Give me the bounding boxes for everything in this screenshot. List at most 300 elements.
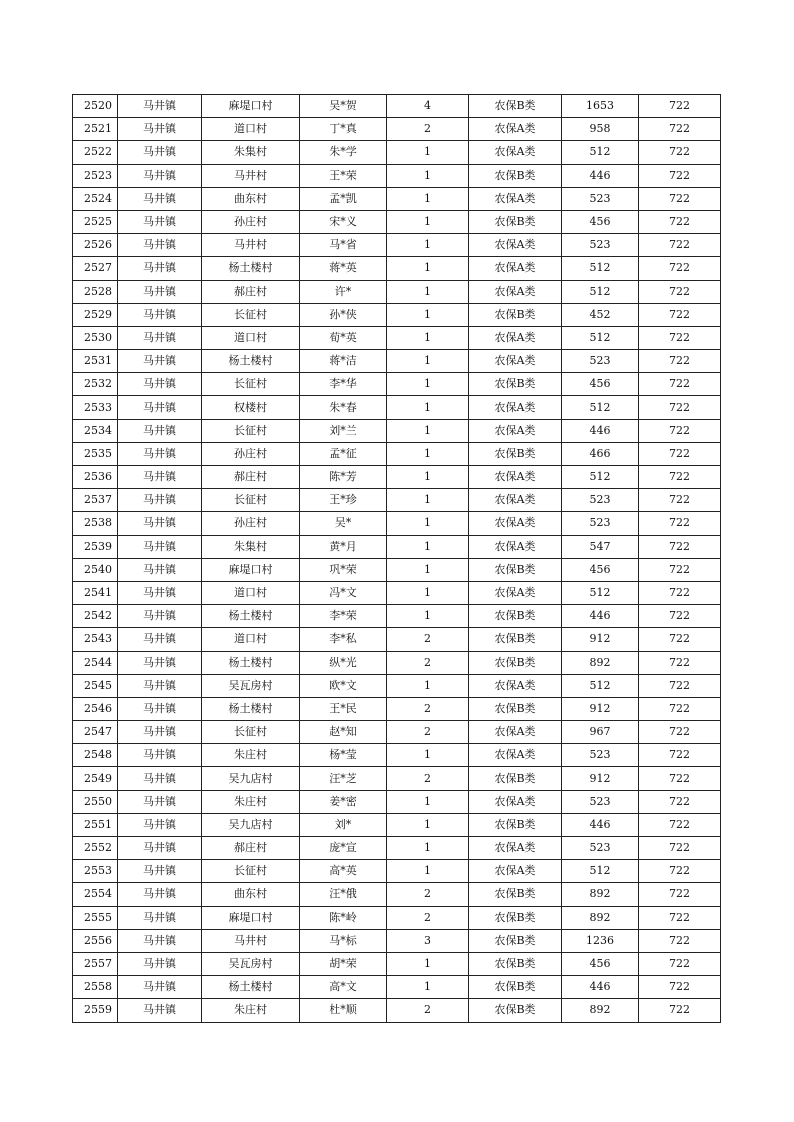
category-cell: 农保B类 <box>469 929 562 952</box>
category-cell: 农保B类 <box>469 883 562 906</box>
village-cell: 杨土楼村 <box>202 257 300 280</box>
standard-cell: 722 <box>639 535 721 558</box>
row-number-cell: 2554 <box>73 883 118 906</box>
name-cell: 姜*密 <box>300 790 387 813</box>
table-row <box>73 466 721 489</box>
amount-cell: 512 <box>562 396 639 419</box>
household-size-cell: 1 <box>387 350 469 373</box>
table-row <box>73 350 721 373</box>
name-cell: 赵*知 <box>300 721 387 744</box>
town-cell: 马井镇 <box>118 419 202 442</box>
category-cell: 农保A类 <box>469 141 562 164</box>
row-number-cell: 2522 <box>73 141 118 164</box>
town-cell: 马井镇 <box>118 95 202 118</box>
town-cell: 马井镇 <box>118 790 202 813</box>
household-size-cell: 3 <box>387 929 469 952</box>
household-size-cell: 2 <box>387 999 469 1022</box>
village-cell: 道口村 <box>202 326 300 349</box>
village-cell: 道口村 <box>202 581 300 604</box>
row-number-cell: 2520 <box>73 95 118 118</box>
standard-cell: 722 <box>639 396 721 419</box>
amount-cell: 1236 <box>562 929 639 952</box>
amount-cell: 523 <box>562 234 639 257</box>
name-cell: 陈*芳 <box>300 466 387 489</box>
name-cell: 纵*光 <box>300 651 387 674</box>
standard-cell: 722 <box>639 164 721 187</box>
table-row <box>73 929 721 952</box>
row-number-cell: 2556 <box>73 929 118 952</box>
village-cell: 朱庄村 <box>202 744 300 767</box>
name-cell: 汪*芝 <box>300 767 387 790</box>
household-size-cell: 1 <box>387 326 469 349</box>
row-number-cell: 2526 <box>73 234 118 257</box>
town-cell: 马井镇 <box>118 442 202 465</box>
standard-cell: 722 <box>639 234 721 257</box>
table-row <box>73 558 721 581</box>
category-cell: 农保B类 <box>469 999 562 1022</box>
village-cell: 曲东村 <box>202 883 300 906</box>
amount-cell: 547 <box>562 535 639 558</box>
amount-cell: 523 <box>562 790 639 813</box>
town-cell: 马井镇 <box>118 535 202 558</box>
name-cell: 刘*兰 <box>300 419 387 442</box>
amount-cell: 466 <box>562 442 639 465</box>
household-size-cell: 1 <box>387 581 469 604</box>
table-row <box>73 697 721 720</box>
table-row <box>73 999 721 1022</box>
household-size-cell: 1 <box>387 813 469 836</box>
name-cell: 胡*荣 <box>300 952 387 975</box>
amount-cell: 446 <box>562 813 639 836</box>
name-cell: 宋*义 <box>300 210 387 233</box>
village-cell: 长征村 <box>202 489 300 512</box>
name-cell: 欧*文 <box>300 674 387 697</box>
standard-cell: 722 <box>639 466 721 489</box>
category-cell: 农保A类 <box>469 257 562 280</box>
name-cell: 王*珍 <box>300 489 387 512</box>
town-cell: 马井镇 <box>118 651 202 674</box>
amount-cell: 452 <box>562 303 639 326</box>
town-cell: 马井镇 <box>118 373 202 396</box>
household-size-cell: 1 <box>387 489 469 512</box>
amount-cell: 892 <box>562 999 639 1022</box>
category-cell: 农保A类 <box>469 234 562 257</box>
household-size-cell: 2 <box>387 651 469 674</box>
standard-cell: 722 <box>639 605 721 628</box>
village-cell: 长征村 <box>202 721 300 744</box>
name-cell: 孟*征 <box>300 442 387 465</box>
amount-cell: 523 <box>562 350 639 373</box>
amount-cell: 512 <box>562 581 639 604</box>
standard-cell: 722 <box>639 674 721 697</box>
village-cell: 吴瓦房村 <box>202 952 300 975</box>
household-size-cell: 1 <box>387 558 469 581</box>
table-row <box>73 280 721 303</box>
village-cell: 杨土楼村 <box>202 605 300 628</box>
row-number-cell: 2550 <box>73 790 118 813</box>
table-row <box>73 860 721 883</box>
category-cell: 农保A类 <box>469 350 562 373</box>
standard-cell: 722 <box>639 929 721 952</box>
row-number-cell: 2558 <box>73 976 118 999</box>
table-row <box>73 118 721 141</box>
household-size-cell: 1 <box>387 860 469 883</box>
name-cell: 吴* <box>300 512 387 535</box>
row-number-cell: 2534 <box>73 419 118 442</box>
name-cell: 孙*侠 <box>300 303 387 326</box>
row-number-cell: 2557 <box>73 952 118 975</box>
amount-cell: 523 <box>562 837 639 860</box>
town-cell: 马井镇 <box>118 628 202 651</box>
household-size-cell: 1 <box>387 605 469 628</box>
category-cell: 农保B类 <box>469 813 562 836</box>
village-cell: 郝庄村 <box>202 466 300 489</box>
amount-cell: 446 <box>562 976 639 999</box>
town-cell: 马井镇 <box>118 141 202 164</box>
table-row <box>73 744 721 767</box>
town-cell: 马井镇 <box>118 303 202 326</box>
household-size-cell: 2 <box>387 767 469 790</box>
category-cell: 农保A类 <box>469 466 562 489</box>
amount-cell: 912 <box>562 767 639 790</box>
standard-cell: 722 <box>639 999 721 1022</box>
row-number-cell: 2539 <box>73 535 118 558</box>
category-cell: 农保A类 <box>469 721 562 744</box>
amount-cell: 958 <box>562 118 639 141</box>
household-size-cell: 1 <box>387 952 469 975</box>
row-number-cell: 2543 <box>73 628 118 651</box>
village-cell: 朱集村 <box>202 535 300 558</box>
village-cell: 长征村 <box>202 860 300 883</box>
name-cell: 汪*俄 <box>300 883 387 906</box>
name-cell: 荀*英 <box>300 326 387 349</box>
row-number-cell: 2544 <box>73 651 118 674</box>
household-size-cell: 1 <box>387 303 469 326</box>
standard-cell: 722 <box>639 906 721 929</box>
town-cell: 马井镇 <box>118 164 202 187</box>
data-table <box>72 94 721 1023</box>
village-cell: 杨土楼村 <box>202 651 300 674</box>
standard-cell: 722 <box>639 442 721 465</box>
standard-cell: 722 <box>639 767 721 790</box>
household-size-cell: 2 <box>387 628 469 651</box>
standard-cell: 722 <box>639 419 721 442</box>
name-cell: 李*华 <box>300 373 387 396</box>
name-cell: 朱*春 <box>300 396 387 419</box>
town-cell: 马井镇 <box>118 118 202 141</box>
town-cell: 马井镇 <box>118 721 202 744</box>
category-cell: 农保B类 <box>469 651 562 674</box>
table-row <box>73 813 721 836</box>
name-cell: 马*标 <box>300 929 387 952</box>
amount-cell: 912 <box>562 628 639 651</box>
village-cell: 朱庄村 <box>202 790 300 813</box>
name-cell: 蒋*英 <box>300 257 387 280</box>
amount-cell: 892 <box>562 651 639 674</box>
town-cell: 马井镇 <box>118 744 202 767</box>
table-row <box>73 767 721 790</box>
household-size-cell: 1 <box>387 373 469 396</box>
row-number-cell: 2521 <box>73 118 118 141</box>
village-cell: 麻堤口村 <box>202 906 300 929</box>
standard-cell: 722 <box>639 813 721 836</box>
town-cell: 马井镇 <box>118 466 202 489</box>
standard-cell: 722 <box>639 118 721 141</box>
amount-cell: 912 <box>562 697 639 720</box>
row-number-cell: 2532 <box>73 373 118 396</box>
town-cell: 马井镇 <box>118 813 202 836</box>
table-row <box>73 976 721 999</box>
amount-cell: 456 <box>562 952 639 975</box>
row-number-cell: 2559 <box>73 999 118 1022</box>
table-row <box>73 790 721 813</box>
name-cell: 丁*真 <box>300 118 387 141</box>
table-row <box>73 883 721 906</box>
amount-cell: 456 <box>562 373 639 396</box>
village-cell: 麻堤口村 <box>202 558 300 581</box>
village-cell: 吴九店村 <box>202 767 300 790</box>
table-row <box>73 674 721 697</box>
standard-cell: 722 <box>639 95 721 118</box>
amount-cell: 446 <box>562 419 639 442</box>
town-cell: 马井镇 <box>118 396 202 419</box>
household-size-cell: 1 <box>387 234 469 257</box>
name-cell: 孟*凯 <box>300 187 387 210</box>
category-cell: 农保B类 <box>469 697 562 720</box>
row-number-cell: 2523 <box>73 164 118 187</box>
row-number-cell: 2527 <box>73 257 118 280</box>
village-cell: 道口村 <box>202 628 300 651</box>
amount-cell: 1653 <box>562 95 639 118</box>
category-cell: 农保A类 <box>469 419 562 442</box>
village-cell: 马井村 <box>202 929 300 952</box>
row-number-cell: 2545 <box>73 674 118 697</box>
table-row <box>73 628 721 651</box>
name-cell: 黄*月 <box>300 535 387 558</box>
village-cell: 孙庄村 <box>202 512 300 535</box>
amount-cell: 456 <box>562 558 639 581</box>
standard-cell: 722 <box>639 651 721 674</box>
village-cell: 孙庄村 <box>202 442 300 465</box>
row-number-cell: 2540 <box>73 558 118 581</box>
standard-cell: 722 <box>639 744 721 767</box>
amount-cell: 523 <box>562 489 639 512</box>
town-cell: 马井镇 <box>118 883 202 906</box>
name-cell: 李*荣 <box>300 605 387 628</box>
town-cell: 马井镇 <box>118 512 202 535</box>
town-cell: 马井镇 <box>118 187 202 210</box>
amount-cell: 512 <box>562 860 639 883</box>
amount-cell: 523 <box>562 512 639 535</box>
row-number-cell: 2535 <box>73 442 118 465</box>
category-cell: 农保A类 <box>469 118 562 141</box>
category-cell: 农保B类 <box>469 303 562 326</box>
village-cell: 郝庄村 <box>202 837 300 860</box>
row-number-cell: 2555 <box>73 906 118 929</box>
household-size-cell: 1 <box>387 280 469 303</box>
table-row <box>73 605 721 628</box>
amount-cell: 512 <box>562 141 639 164</box>
standard-cell: 722 <box>639 558 721 581</box>
village-cell: 马井村 <box>202 234 300 257</box>
category-cell: 农保A类 <box>469 744 562 767</box>
name-cell: 陈*岭 <box>300 906 387 929</box>
household-size-cell: 1 <box>387 466 469 489</box>
village-cell: 吴九店村 <box>202 813 300 836</box>
category-cell: 农保A类 <box>469 674 562 697</box>
town-cell: 马井镇 <box>118 257 202 280</box>
name-cell: 许* <box>300 280 387 303</box>
row-number-cell: 2529 <box>73 303 118 326</box>
row-number-cell: 2530 <box>73 326 118 349</box>
row-number-cell: 2542 <box>73 605 118 628</box>
table-row <box>73 373 721 396</box>
row-number-cell: 2525 <box>73 210 118 233</box>
name-cell: 杜*顺 <box>300 999 387 1022</box>
category-cell: 农保A类 <box>469 396 562 419</box>
name-cell: 李*私 <box>300 628 387 651</box>
category-cell: 农保B类 <box>469 164 562 187</box>
amount-cell: 446 <box>562 605 639 628</box>
town-cell: 马井镇 <box>118 210 202 233</box>
standard-cell: 722 <box>639 790 721 813</box>
category-cell: 农保A类 <box>469 326 562 349</box>
village-cell: 杨土楼村 <box>202 697 300 720</box>
standard-cell: 722 <box>639 860 721 883</box>
table-row <box>73 442 721 465</box>
table-row <box>73 141 721 164</box>
household-size-cell: 2 <box>387 883 469 906</box>
name-cell: 吴*贺 <box>300 95 387 118</box>
standard-cell: 722 <box>639 837 721 860</box>
amount-cell: 892 <box>562 906 639 929</box>
standard-cell: 722 <box>639 141 721 164</box>
row-number-cell: 2541 <box>73 581 118 604</box>
standard-cell: 722 <box>639 326 721 349</box>
town-cell: 马井镇 <box>118 767 202 790</box>
amount-cell: 523 <box>562 744 639 767</box>
row-number-cell: 2547 <box>73 721 118 744</box>
amount-cell: 892 <box>562 883 639 906</box>
category-cell: 农保B类 <box>469 976 562 999</box>
village-cell: 朱庄村 <box>202 999 300 1022</box>
category-cell: 农保B类 <box>469 210 562 233</box>
town-cell: 马井镇 <box>118 976 202 999</box>
category-cell: 农保B类 <box>469 767 562 790</box>
row-number-cell: 2528 <box>73 280 118 303</box>
household-size-cell: 1 <box>387 210 469 233</box>
row-number-cell: 2549 <box>73 767 118 790</box>
household-size-cell: 2 <box>387 906 469 929</box>
village-cell: 杨土楼村 <box>202 350 300 373</box>
town-cell: 马井镇 <box>118 558 202 581</box>
household-size-cell: 1 <box>387 164 469 187</box>
town-cell: 马井镇 <box>118 350 202 373</box>
name-cell: 刘* <box>300 813 387 836</box>
table-row <box>73 721 721 744</box>
household-size-cell: 1 <box>387 790 469 813</box>
amount-cell: 512 <box>562 326 639 349</box>
amount-cell: 512 <box>562 280 639 303</box>
category-cell: 农保B类 <box>469 952 562 975</box>
village-cell: 吴瓦房村 <box>202 674 300 697</box>
category-cell: 农保A类 <box>469 581 562 604</box>
table-row <box>73 906 721 929</box>
standard-cell: 722 <box>639 489 721 512</box>
household-size-cell: 1 <box>387 419 469 442</box>
name-cell: 马*省 <box>300 234 387 257</box>
name-cell: 王*荣 <box>300 164 387 187</box>
table-row <box>73 303 721 326</box>
town-cell: 马井镇 <box>118 489 202 512</box>
name-cell: 杨*莹 <box>300 744 387 767</box>
category-cell: 农保A类 <box>469 489 562 512</box>
amount-cell: 967 <box>562 721 639 744</box>
category-cell: 农保A类 <box>469 280 562 303</box>
household-size-cell: 1 <box>387 257 469 280</box>
category-cell: 农保A类 <box>469 187 562 210</box>
row-number-cell: 2524 <box>73 187 118 210</box>
category-cell: 农保B类 <box>469 442 562 465</box>
table-row <box>73 535 721 558</box>
amount-cell: 512 <box>562 674 639 697</box>
row-number-cell: 2551 <box>73 813 118 836</box>
household-size-cell: 1 <box>387 674 469 697</box>
table-row <box>73 326 721 349</box>
table-row <box>73 257 721 280</box>
standard-cell: 722 <box>639 280 721 303</box>
town-cell: 马井镇 <box>118 605 202 628</box>
village-cell: 孙庄村 <box>202 210 300 233</box>
village-cell: 郝庄村 <box>202 280 300 303</box>
category-cell: 农保B类 <box>469 373 562 396</box>
category-cell: 农保B类 <box>469 628 562 651</box>
category-cell: 农保A类 <box>469 535 562 558</box>
name-cell: 巩*荣 <box>300 558 387 581</box>
town-cell: 马井镇 <box>118 581 202 604</box>
table-row <box>73 837 721 860</box>
household-size-cell: 1 <box>387 535 469 558</box>
village-cell: 马井村 <box>202 164 300 187</box>
standard-cell: 722 <box>639 952 721 975</box>
row-number-cell: 2533 <box>73 396 118 419</box>
category-cell: 农保B类 <box>469 95 562 118</box>
row-number-cell: 2538 <box>73 512 118 535</box>
town-cell: 马井镇 <box>118 929 202 952</box>
amount-cell: 446 <box>562 164 639 187</box>
category-cell: 农保A类 <box>469 837 562 860</box>
village-cell: 长征村 <box>202 373 300 396</box>
category-cell: 农保A类 <box>469 512 562 535</box>
category-cell: 农保B类 <box>469 558 562 581</box>
table-row <box>73 187 721 210</box>
household-size-cell: 1 <box>387 976 469 999</box>
town-cell: 马井镇 <box>118 326 202 349</box>
village-cell: 长征村 <box>202 303 300 326</box>
name-cell: 高*文 <box>300 976 387 999</box>
village-cell: 麻堤口村 <box>202 95 300 118</box>
table-row <box>73 581 721 604</box>
name-cell: 蒋*洁 <box>300 350 387 373</box>
category-cell: 农保A类 <box>469 790 562 813</box>
row-number-cell: 2546 <box>73 697 118 720</box>
standard-cell: 722 <box>639 187 721 210</box>
standard-cell: 722 <box>639 350 721 373</box>
row-number-cell: 2531 <box>73 350 118 373</box>
table-row <box>73 952 721 975</box>
town-cell: 马井镇 <box>118 280 202 303</box>
table-row <box>73 234 721 257</box>
